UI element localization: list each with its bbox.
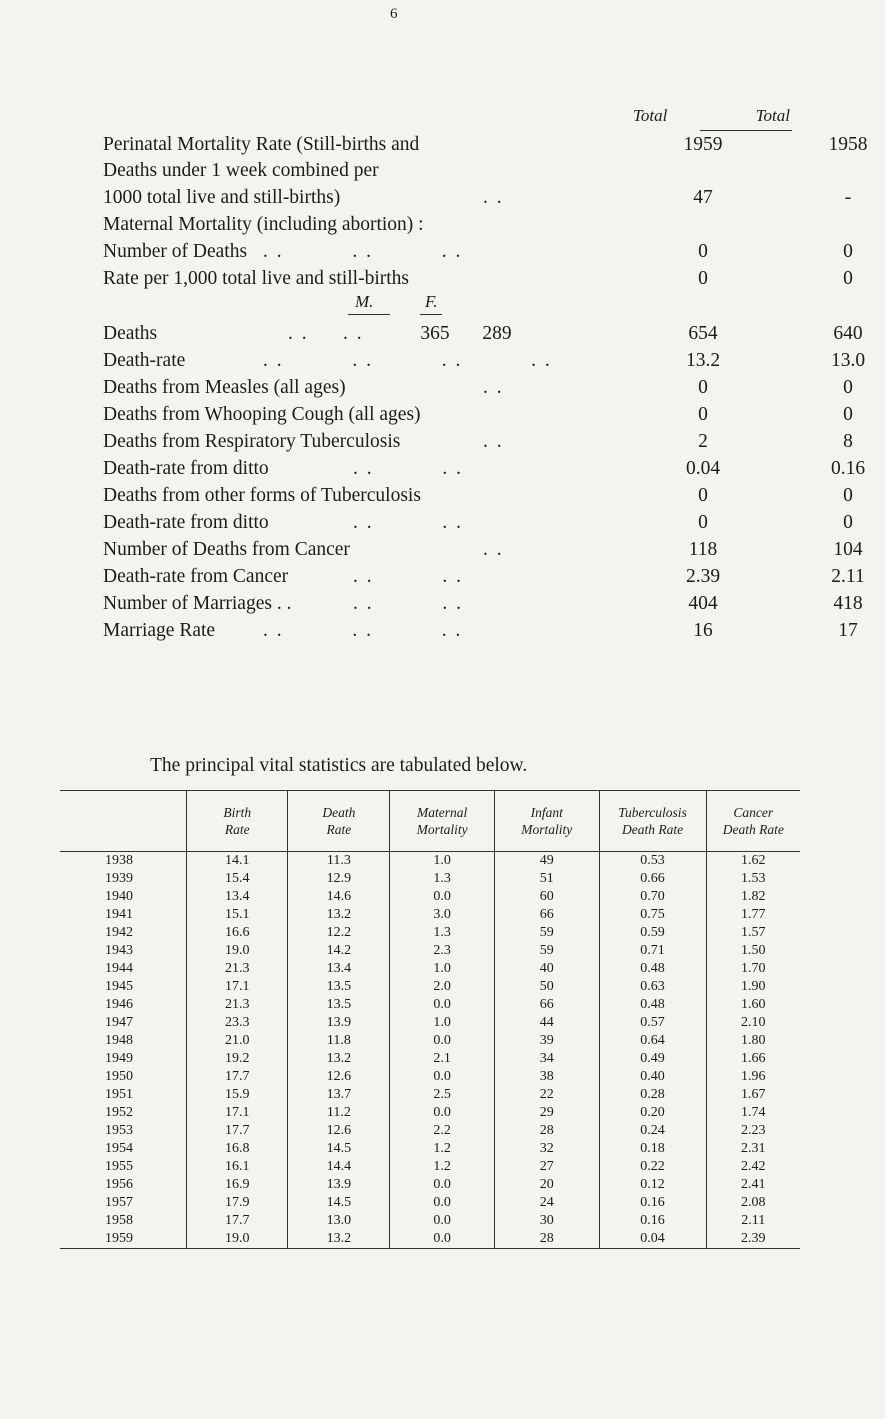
value-1958: 17 — [838, 620, 858, 641]
year-cell: 1949 — [105, 1051, 133, 1066]
table-cell: 2.0 — [390, 978, 495, 996]
table-cell: 44 — [494, 1014, 599, 1032]
female-underline — [420, 314, 442, 315]
table-row — [60, 1086, 800, 1104]
table-cell: 32 — [494, 1140, 599, 1158]
table-cell: 1.66 — [706, 1050, 800, 1068]
year-cell: 1951 — [105, 1087, 133, 1102]
summary-label: Death-rate from Cancer — [103, 566, 289, 587]
table-cell: 27 — [494, 1158, 599, 1176]
table-cell: 12.9 — [288, 870, 390, 888]
summary-label: Perinatal Mortality Rate (Still-births and — [103, 134, 420, 155]
summary-row — [103, 593, 863, 621]
table-row — [60, 1014, 800, 1032]
table-cell: 11.3 — [288, 852, 390, 871]
table-cell: 2.10 — [706, 1014, 800, 1032]
table-row — [60, 906, 800, 924]
table-cell: 17.1 — [187, 978, 288, 996]
table-cell: 0.16 — [599, 1194, 706, 1212]
table-cell: 14.5 — [288, 1194, 390, 1212]
value-1958: 13.0 — [830, 350, 866, 371]
table-cell: 40 — [494, 960, 599, 978]
table-cell: 1.62 — [706, 852, 800, 871]
table-cell: 1.90 — [706, 978, 800, 996]
table-row — [60, 1068, 800, 1086]
value-1959: 0 — [698, 377, 708, 398]
table-cell: 2.1 — [390, 1050, 495, 1068]
summary-label: 1000 total live and still-births) — [103, 187, 341, 208]
table-cell: 14.6 — [288, 888, 390, 906]
table-row — [60, 1194, 800, 1212]
table-cell: 0.66 — [599, 870, 706, 888]
table-cell: 2.2 — [390, 1122, 495, 1140]
summary-label: Marriage Rate — [103, 620, 216, 641]
summary-row — [103, 485, 853, 513]
summary-label: Deaths from Whooping Cough (all ages) — [103, 404, 421, 425]
table-cell: 0.0 — [390, 888, 495, 906]
summary-row — [103, 620, 858, 648]
male-underline — [348, 314, 390, 315]
table-cell: 1.0 — [390, 1014, 495, 1032]
table-cell: 21.0 — [187, 1032, 288, 1050]
table-cell: 0.57 — [599, 1014, 706, 1032]
table-cell: 0.24 — [599, 1122, 706, 1140]
table-cell: 0.28 — [599, 1086, 706, 1104]
table-row — [60, 1230, 800, 1249]
value-1959: 0 — [698, 268, 708, 289]
table-cell: 14.2 — [288, 942, 390, 960]
summary-row — [103, 214, 800, 242]
table-cell: 2.11 — [706, 1212, 800, 1230]
table-cell: 1.50 — [706, 942, 800, 960]
summary-row — [103, 160, 800, 188]
value-1959: 0 — [698, 485, 708, 506]
page-number: 6 — [390, 6, 398, 22]
table-caption: The principal vital statistics are tabulated below. — [150, 755, 528, 776]
table-row — [60, 1122, 800, 1140]
total-1959-heading: Total — [633, 106, 668, 125]
table-cell: 2.08 — [706, 1194, 800, 1212]
table-cell: 0.0 — [390, 1230, 495, 1249]
summary-label: Death-rate from ditto — [103, 512, 269, 533]
table-cell: 17.9 — [187, 1194, 288, 1212]
table-cell: 20 — [494, 1176, 599, 1194]
column-header: Death Rate — [288, 791, 390, 852]
value-1958: 104 — [833, 539, 863, 560]
table-cell: 14.1 — [187, 852, 288, 871]
table-cell: 13.2 — [288, 1230, 390, 1249]
year-cell: 1945 — [105, 979, 133, 994]
year-cell: 1948 — [105, 1033, 133, 1048]
table-header-row — [60, 791, 800, 852]
leader-dots: . . — [483, 187, 504, 208]
table-cell: 1.57 — [706, 924, 800, 942]
table-cell: 1.2 — [390, 1140, 495, 1158]
table-body — [60, 852, 800, 1249]
table-cell: 17.7 — [187, 1122, 288, 1140]
table-cell: 0.0 — [390, 1068, 495, 1086]
table-cell: 13.9 — [288, 1176, 390, 1194]
table-cell: 0.22 — [599, 1158, 706, 1176]
table-cell: 16.1 — [187, 1158, 288, 1176]
table-cell: 21.3 — [187, 960, 288, 978]
table-cell: 59 — [494, 924, 599, 942]
year-cell: 1953 — [105, 1123, 133, 1138]
male-heading: M. — [355, 292, 374, 311]
table-cell: 11.2 — [288, 1104, 390, 1122]
female-heading: F. — [425, 292, 438, 311]
table-cell: 15.4 — [187, 870, 288, 888]
table-cell: 50 — [494, 978, 599, 996]
year-cell: 1947 — [105, 1015, 133, 1030]
table-cell: 2.39 — [706, 1230, 800, 1249]
value-1958: 8 — [843, 431, 853, 452]
leader-dots: . . . . — [353, 566, 463, 587]
table-cell: 0.0 — [390, 1194, 495, 1212]
table-cell: 13.2 — [288, 906, 390, 924]
table-cell: 2.41 — [706, 1176, 800, 1194]
table-cell: 0.12 — [599, 1176, 706, 1194]
table-cell: 51 — [494, 870, 599, 888]
table-cell: 16.6 — [187, 924, 288, 942]
leader-dots: . . . . — [353, 512, 463, 533]
table-row — [60, 1104, 800, 1122]
female-deaths-value: 289 — [482, 323, 512, 344]
table-cell: 13.4 — [288, 960, 390, 978]
value-1959: 2 — [698, 431, 708, 452]
table-cell: 0.18 — [599, 1140, 706, 1158]
summary-label: Deaths from other forms of Tuberculosis — [103, 485, 421, 506]
year-cell: 1958 — [105, 1213, 133, 1228]
table-cell: 0.75 — [599, 906, 706, 924]
table-cell: 0.49 — [599, 1050, 706, 1068]
table-row — [60, 924, 800, 942]
value-1959: 404 — [688, 593, 718, 614]
table-cell: 21.3 — [187, 996, 288, 1014]
table-cell: 0.71 — [599, 942, 706, 960]
table-cell: 1.74 — [706, 1104, 800, 1122]
table-cell: 0.64 — [599, 1032, 706, 1050]
value-1958: 0 — [843, 512, 853, 533]
table-cell: 13.5 — [288, 996, 390, 1014]
table-cell: 17.7 — [187, 1068, 288, 1086]
table-cell: 17.7 — [187, 1212, 288, 1230]
year-cell: 1944 — [105, 961, 133, 976]
table-cell: 0.48 — [599, 960, 706, 978]
table-cell: 1.0 — [390, 852, 495, 871]
total-1958-heading: Total — [755, 106, 790, 125]
year-cell: 1943 — [105, 943, 133, 958]
table-cell: 0.0 — [390, 1212, 495, 1230]
year-cell: 1941 — [105, 907, 133, 922]
table-row — [60, 1158, 800, 1176]
table-row — [60, 870, 800, 888]
column-header — [60, 791, 187, 852]
value-1958: 0 — [843, 485, 853, 506]
table-cell: 0.20 — [599, 1104, 706, 1122]
table-row — [60, 1212, 800, 1230]
table-cell: 28 — [494, 1122, 599, 1140]
summary-label: Deaths under 1 week combined per — [103, 160, 379, 181]
table-row — [60, 888, 800, 906]
summary-row — [103, 323, 863, 351]
year-cell: 1946 — [105, 997, 133, 1012]
table-cell: 0.40 — [599, 1068, 706, 1086]
table-row — [60, 978, 800, 996]
column-header: Tuberculosis Death Rate — [599, 791, 706, 852]
table-cell: 66 — [494, 906, 599, 924]
table-cell: 59 — [494, 942, 599, 960]
table-cell: 13.2 — [288, 1050, 390, 1068]
value-1959: 47 — [693, 187, 713, 208]
table-cell: 1.0 — [390, 960, 495, 978]
table-cell: 0.0 — [390, 996, 495, 1014]
summary-label: Death-rate from ditto — [103, 458, 269, 479]
table-row — [60, 1050, 800, 1068]
table-row — [60, 1140, 800, 1158]
table-cell: 1.2 — [390, 1158, 495, 1176]
table-cell: 0.16 — [599, 1212, 706, 1230]
table-cell: 66 — [494, 996, 599, 1014]
table-cell: 23.3 — [187, 1014, 288, 1032]
leader-dots: . . . . — [353, 458, 463, 479]
table-row — [60, 996, 800, 1014]
value-1958: 1958 — [828, 134, 868, 155]
summary-row — [103, 134, 868, 162]
table-cell: 2.5 — [390, 1086, 495, 1104]
table-cell: 28 — [494, 1230, 599, 1249]
summary-row — [103, 431, 853, 459]
summary-label: Deaths from Measles (all ages) — [103, 377, 346, 398]
table-cell: 0.53 — [599, 852, 706, 871]
leader-dots: . . — [483, 539, 504, 560]
table-cell: 49 — [494, 852, 599, 871]
year-cell: 1959 — [60, 1230, 187, 1249]
summary-row — [103, 350, 866, 378]
year-cell: 1938 — [105, 853, 133, 868]
table-cell: 30 — [494, 1212, 599, 1230]
summary-row — [103, 241, 853, 269]
leader-dots: . . . . . . — [263, 620, 463, 641]
column-header: Cancer Death Rate — [706, 791, 800, 852]
table-cell: 38 — [494, 1068, 599, 1086]
table-cell: 1.82 — [706, 888, 800, 906]
summary-row — [103, 539, 863, 567]
value-1958: - — [844, 187, 852, 208]
leader-dots: . . . . — [353, 593, 463, 614]
table-cell: 1.53 — [706, 870, 800, 888]
column-header: Infant Mortality — [494, 791, 599, 852]
summary-row — [103, 377, 853, 405]
table-cell: 0.59 — [599, 924, 706, 942]
summary-row — [103, 404, 853, 432]
table-cell: 12.6 — [288, 1122, 390, 1140]
summary-label: Deaths from Respiratory Tuberculosis — [103, 431, 401, 452]
value-1959: 16 — [693, 620, 713, 641]
table-cell: 15.1 — [187, 906, 288, 924]
table-cell: 0.48 — [599, 996, 706, 1014]
total-1958-underline — [700, 130, 792, 131]
summary-row — [103, 512, 853, 540]
table-cell: 16.8 — [187, 1140, 288, 1158]
table-cell: 0.0 — [390, 1104, 495, 1122]
table-cell: 2.42 — [706, 1158, 800, 1176]
summary-label: Number of Deaths from Cancer — [103, 539, 350, 560]
value-1958: 0 — [843, 241, 853, 262]
table-cell: 0.0 — [390, 1032, 495, 1050]
summary-row — [103, 566, 865, 594]
summary-row — [103, 187, 852, 215]
table-cell: 13.9 — [288, 1014, 390, 1032]
table-row — [60, 942, 800, 960]
table-row — [60, 1176, 800, 1194]
value-1959: 2.39 — [685, 566, 721, 587]
table-cell: 24 — [494, 1194, 599, 1212]
table-cell: 1.3 — [390, 924, 495, 942]
value-1959: 118 — [688, 539, 718, 560]
table-cell: 1.3 — [390, 870, 495, 888]
table-cell: 19.0 — [187, 942, 288, 960]
table-cell: 17.1 — [187, 1104, 288, 1122]
leader-dots: . . . . . . — [263, 241, 463, 262]
summary-label: Number of Deaths — [103, 241, 248, 262]
column-header: Maternal Mortality — [390, 791, 495, 852]
table-cell: 12.6 — [288, 1068, 390, 1086]
table-row — [60, 960, 800, 978]
value-1958: 0 — [843, 377, 853, 398]
value-1959: 654 — [688, 323, 718, 344]
summary-label: Number of Marriages . . — [103, 593, 292, 614]
value-1959: 0 — [698, 404, 708, 425]
table-cell: 2.31 — [706, 1140, 800, 1158]
year-cell: 1952 — [105, 1105, 133, 1120]
table-cell: 0.0 — [390, 1176, 495, 1194]
column-header: Birth Rate — [187, 791, 288, 852]
table-cell: 1.80 — [706, 1032, 800, 1050]
male-deaths-value: 365 — [420, 323, 450, 344]
year-cell: 1950 — [105, 1069, 133, 1084]
table-cell: 1.77 — [706, 906, 800, 924]
table-cell: 29 — [494, 1104, 599, 1122]
value-1959: 0 — [698, 241, 708, 262]
table-cell: 3.0 — [390, 906, 495, 924]
summary-label: Rate per 1,000 total live and still-births — [103, 268, 409, 289]
table-cell: 14.4 — [288, 1158, 390, 1176]
year-cell: 1942 — [105, 925, 133, 940]
summary-label: Death-rate — [103, 350, 186, 371]
vital-statistics-table — [60, 790, 800, 1249]
value-1958: 640 — [833, 323, 863, 344]
table-cell: 0.70 — [599, 888, 706, 906]
table-cell: 19.2 — [187, 1050, 288, 1068]
table-cell: 34 — [494, 1050, 599, 1068]
year-cell: 1954 — [105, 1141, 133, 1156]
value-1958: 0.16 — [830, 458, 866, 479]
table-cell: 2.3 — [390, 942, 495, 960]
table-cell: 22 — [494, 1086, 599, 1104]
leader-dots: . . . . — [288, 323, 364, 344]
table-cell: 39 — [494, 1032, 599, 1050]
value-1959: 0.04 — [685, 458, 721, 479]
table-cell: 1.70 — [706, 960, 800, 978]
value-1959: 13.2 — [685, 350, 721, 371]
table-cell: 1.60 — [706, 996, 800, 1014]
summary-row — [103, 268, 853, 296]
value-1959: 0 — [698, 512, 708, 533]
year-cell: 1957 — [105, 1195, 133, 1210]
table-cell: 1.67 — [706, 1086, 800, 1104]
table-cell: 12.2 — [288, 924, 390, 942]
table-cell: 16.9 — [187, 1176, 288, 1194]
table-row — [60, 1032, 800, 1050]
table-cell: 60 — [494, 888, 599, 906]
leader-dots: . . — [483, 377, 504, 398]
table-cell: 11.8 — [288, 1032, 390, 1050]
leader-dots: . . — [483, 431, 504, 452]
table-cell: 13.4 — [187, 888, 288, 906]
leader-dots: . . . . . . . . — [263, 350, 552, 371]
table-cell: 1.96 — [706, 1068, 800, 1086]
year-cell: 1956 — [105, 1177, 133, 1192]
table-cell: 2.23 — [706, 1122, 800, 1140]
table-row — [60, 852, 800, 871]
table-cell: 13.0 — [288, 1212, 390, 1230]
table-cell: 14.5 — [288, 1140, 390, 1158]
table-cell: 0.63 — [599, 978, 706, 996]
year-cell: 1955 — [105, 1159, 133, 1174]
summary-row — [103, 458, 866, 486]
value-1958: 418 — [833, 593, 863, 614]
table-cell: 13.5 — [288, 978, 390, 996]
year-cell: 1940 — [105, 889, 133, 904]
summary-label: Deaths — [103, 323, 158, 344]
value-1958: 0 — [843, 268, 853, 289]
value-1958: 2.11 — [831, 566, 865, 587]
table-cell: 0.04 — [599, 1230, 706, 1249]
year-cell: 1939 — [105, 871, 133, 886]
table-cell: 15.9 — [187, 1086, 288, 1104]
summary-label: Maternal Mortality (including abortion) : — [103, 214, 424, 235]
table-cell: 13.7 — [288, 1086, 390, 1104]
value-1958: 0 — [843, 404, 853, 425]
table-cell: 19.0 — [187, 1230, 288, 1249]
value-1959: 1959 — [683, 134, 723, 155]
